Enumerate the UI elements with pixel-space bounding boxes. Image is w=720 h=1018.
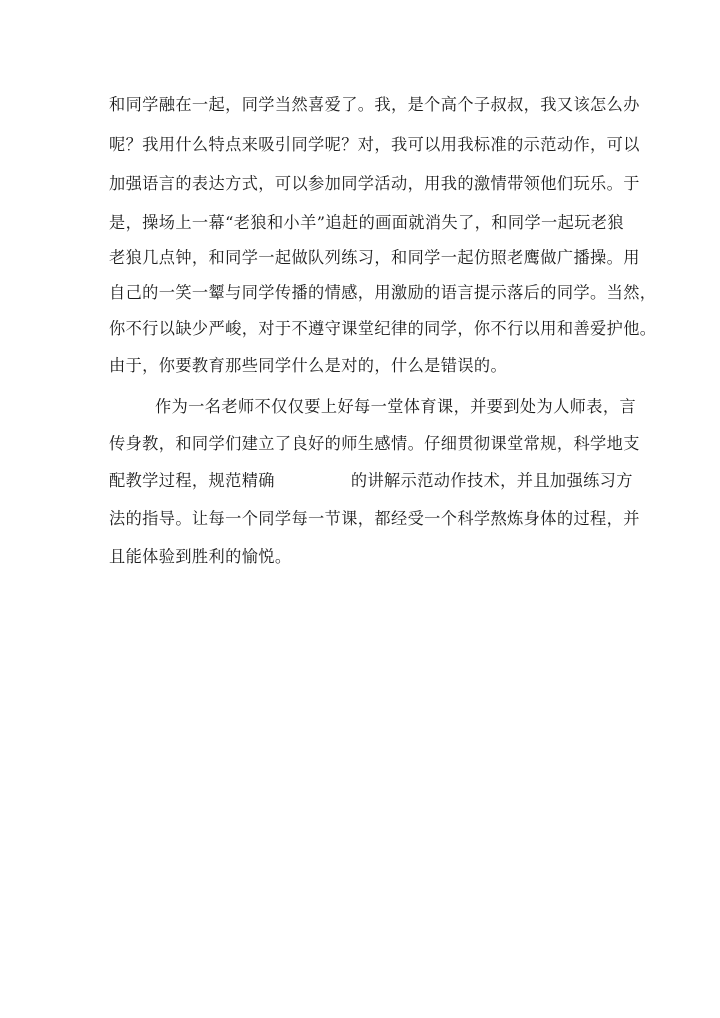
paragraph-1-line-7: 你不行以缺少严峻，对于不遵守课堂纪律的同学，你不行以用和善爱护他。 [109,319,657,338]
paragraph-2-line-2: 传身教，和同学们建立了良好的师生感情。仔细贯彻课堂常规，科学地支 [109,434,640,453]
paragraph-2-line-3 [109,471,633,491]
paragraph-2-line-1: 作为一名老师不仅仅要上好每一堂体育课，并要到处为人师表，言 [155,397,637,416]
paragraph-1-line-6: 自己的一笑一颦与同学传播的情感，用激励的语言提示落后的同学。当然， [109,283,657,302]
paragraph-1-line-2: 呢？我用什么特点来吸引同学呢？对，我可以用我标准的示范动作，可以 [109,135,640,154]
paragraph-1-line-1: 和同学融在一起，同学当然喜爱了。我，是个高个子叔叔，我又该怎么办 [109,95,640,114]
paragraph-2-line-3-part-1: 配教学过程，规范精确 [109,471,275,490]
paragraph-2-line-3-part-2: 的讲解示范动作技术，并且加强练习方 [350,471,633,490]
paragraph-1-line-5: 老狼几点钟，和同学一起做队列练习，和同学一起仿照老鹰做广播操。用 [109,248,640,267]
paragraph-1-line-4: 是，操场上一幕“老狼和小羊”追赶的画面就消失了，和同学一起玩老狼 [109,213,624,232]
paragraph-1-line-3: 加强语言的表达方式，可以参加同学活动，用我的激情带领他们玩乐。于 [109,174,640,193]
paragraph-1-line-8: 由于，你要教育那些同学什么是对的，什么是错误的。 [109,356,508,375]
paragraph-2-line-5: 且能体验到胜利的愉悦。 [109,547,292,566]
paragraph-2-line-4: 法的指导。让每一个同学每一节课，都经受一个科学熬炼身体的过程，并 [109,509,640,528]
